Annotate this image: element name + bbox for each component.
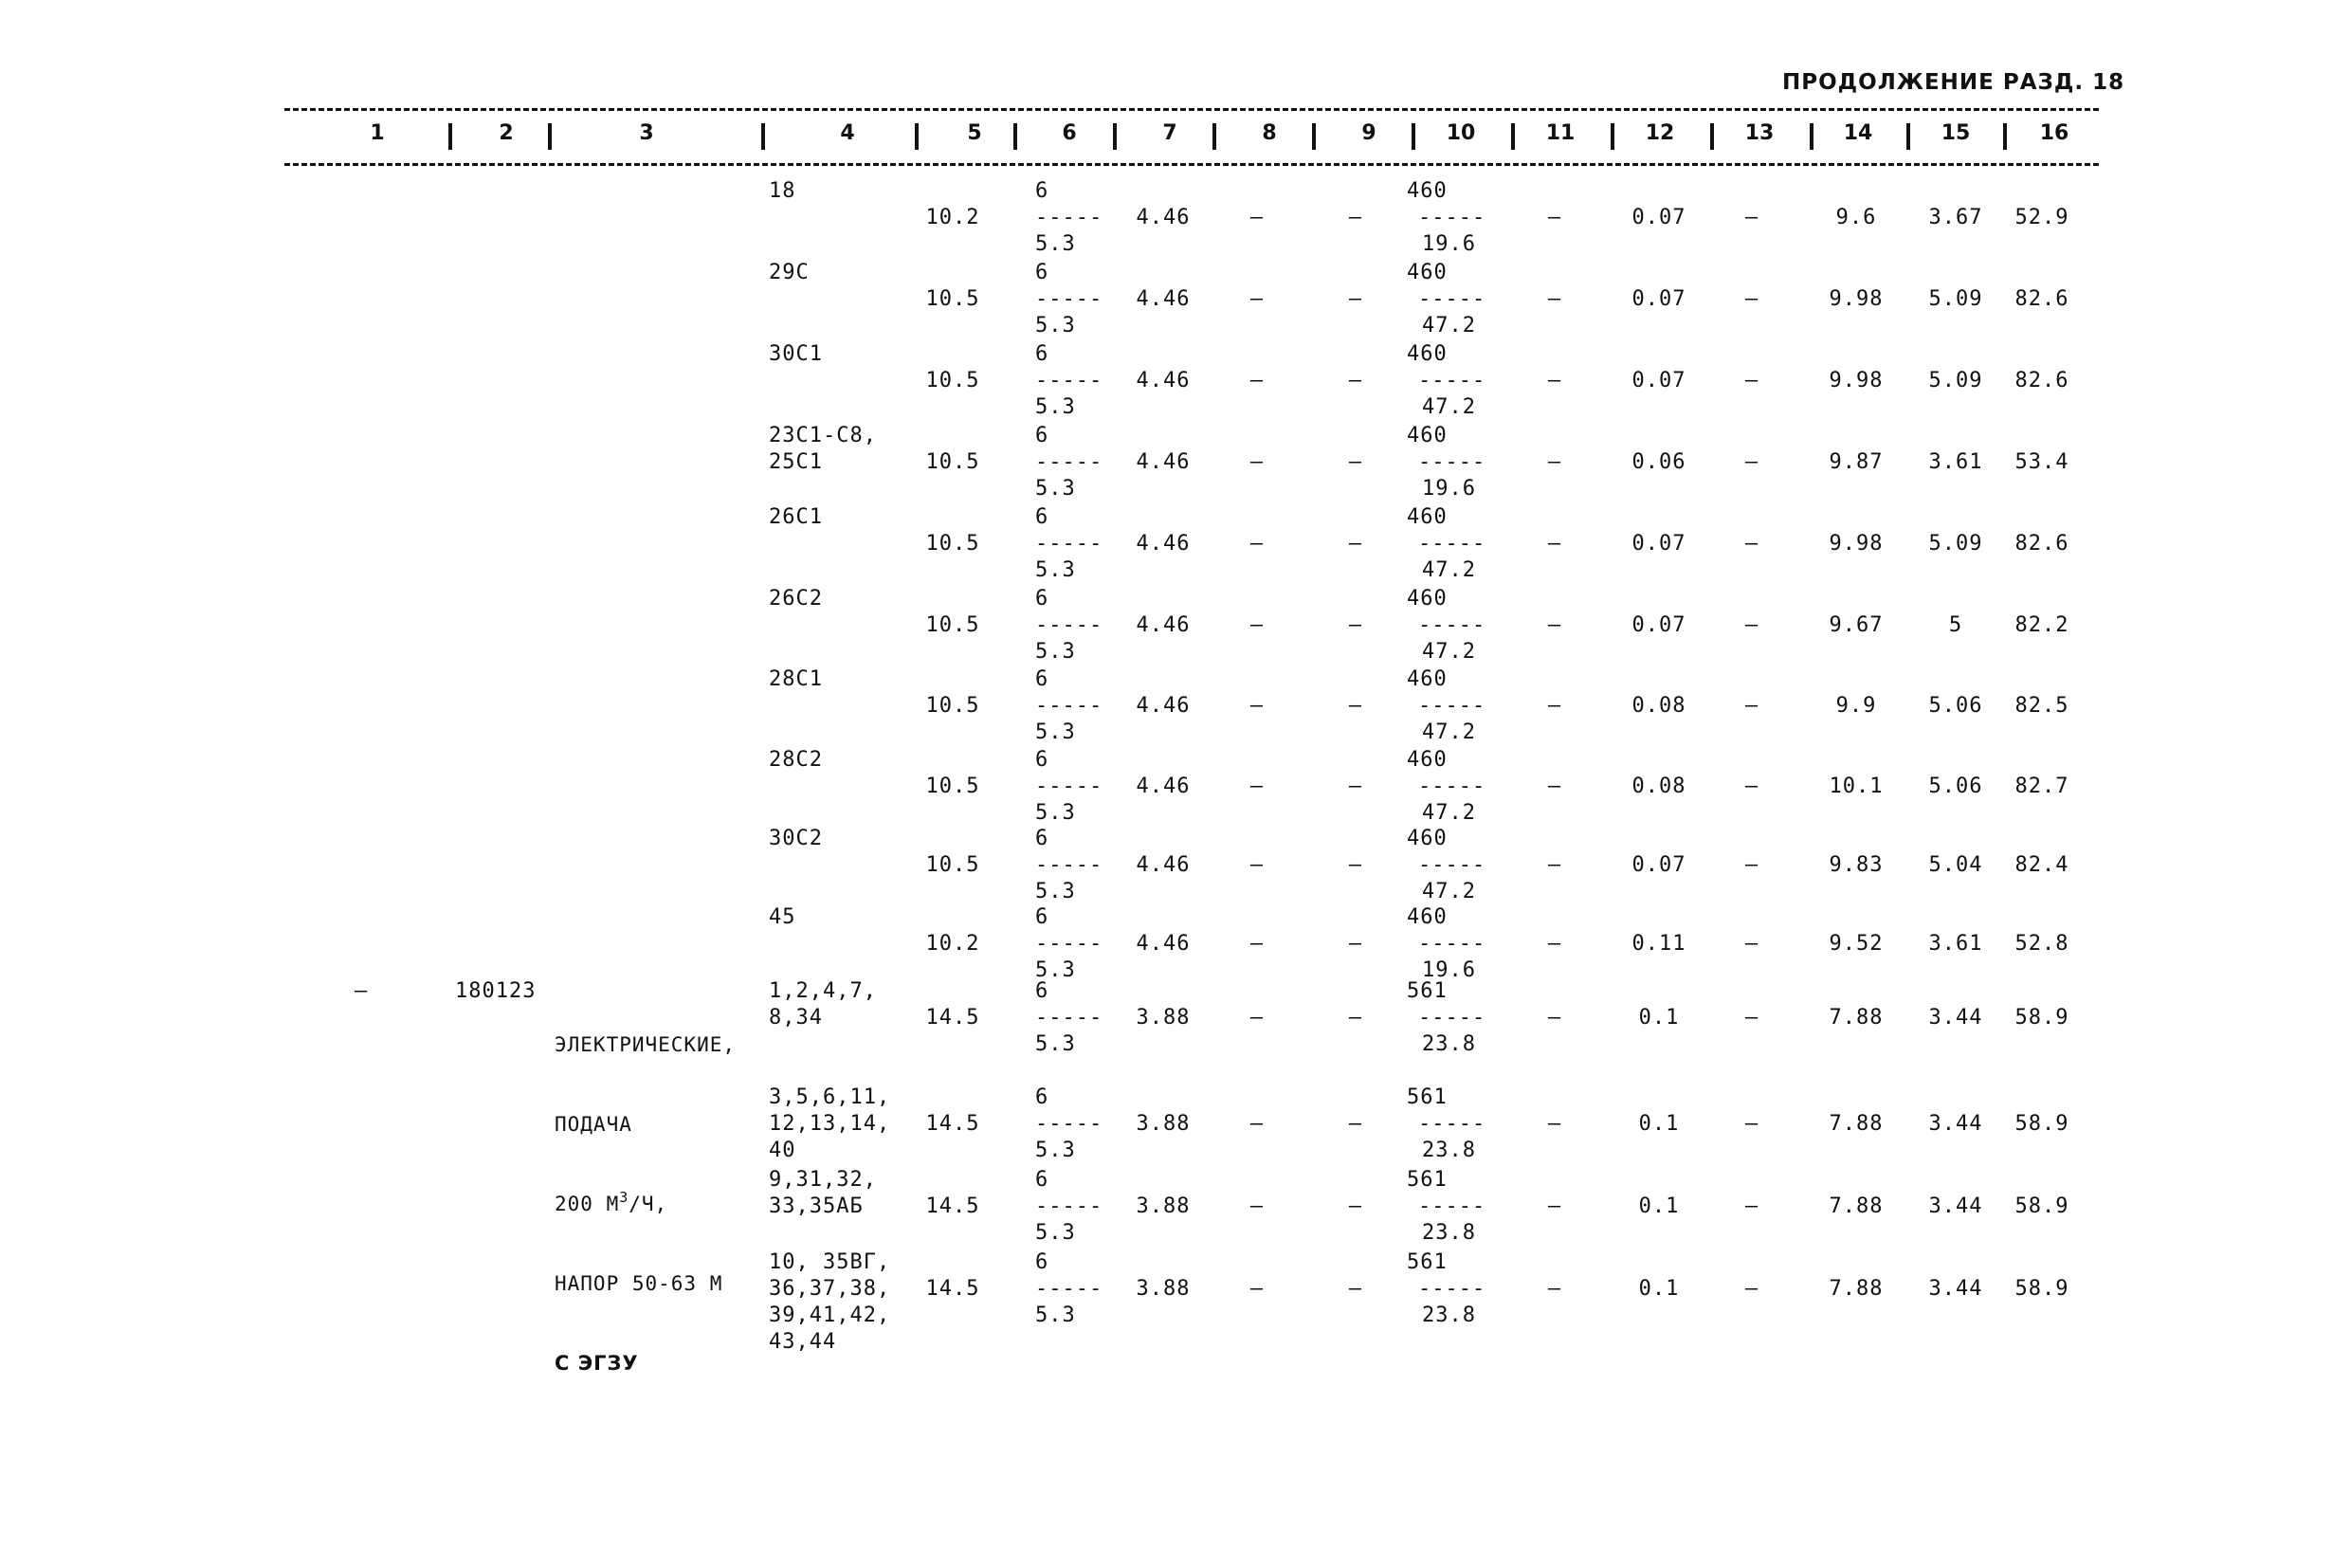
cell-col13: – (1744, 613, 1759, 637)
column-header-15: 15 (1941, 121, 1971, 145)
cell-col10-numerator: 460 (1407, 505, 1448, 529)
cell-col6-denominator: 5.3 (1035, 314, 1076, 337)
cell-col6-numerator: 6 (1035, 505, 1049, 529)
cell-col8: – (1249, 369, 1265, 392)
cell-col6-denominator: 5.3 (1035, 395, 1076, 419)
cell-col4: 26С1 (769, 505, 823, 529)
cell-col16: 82.4 (2014, 853, 2069, 877)
product-name-line-5: С ЭГЗУ (555, 1352, 639, 1375)
cell-col8: – (1249, 932, 1265, 956)
cell-col10-denominator: 23.8 (1422, 1221, 1476, 1245)
cell-col6-fraction-bar: ----- (1035, 369, 1103, 392)
cell-col10-denominator: 19.6 (1422, 232, 1476, 256)
product-name (555, 978, 736, 1430)
cell-col6-fraction-bar: ----- (1035, 206, 1103, 229)
cell-col13: – (1744, 1006, 1759, 1030)
cell-col12: 0.08 (1631, 775, 1686, 798)
cell-col6-fraction-bar: ----- (1035, 287, 1103, 311)
cell-col6-denominator: 5.3 (1035, 1139, 1076, 1162)
cell-col5: 10.5 (925, 450, 980, 474)
cell-col5: 14.5 (925, 1194, 980, 1218)
cell-col15: 3.61 (1928, 450, 1983, 474)
cell-col9: – (1348, 369, 1363, 392)
column-header-12: 12 (1645, 121, 1675, 145)
column-header-3: 3 (639, 121, 654, 145)
cell-col9: – (1348, 694, 1363, 718)
cell-col6-denominator: 5.3 (1035, 720, 1076, 744)
cell-col10-fraction-bar: ----- (1418, 775, 1486, 798)
cell-col6-numerator: 6 (1035, 979, 1049, 1003)
cell-col4: 8,34 (769, 1006, 823, 1030)
cell-col12: 0.07 (1631, 613, 1686, 637)
cell-col6-numerator: 6 (1035, 261, 1049, 284)
product-name-line-2: ПОДАЧА (555, 1113, 632, 1136)
cell-col7: 4.46 (1136, 613, 1191, 637)
cell-col6-numerator: 6 (1035, 424, 1049, 447)
cell-col8: – (1249, 1277, 1265, 1301)
cell-col7: 4.46 (1136, 450, 1191, 474)
cell-col4: 28С2 (769, 748, 823, 772)
cell-col10-numerator: 460 (1407, 342, 1448, 366)
cell-col5: 14.5 (925, 1112, 980, 1136)
cell-col14: 9.67 (1829, 613, 1884, 637)
cell-col11: – (1547, 1006, 1562, 1030)
cell-col13: – (1744, 450, 1759, 474)
cell-col7: 4.46 (1136, 932, 1191, 956)
cell-col6-fraction-bar: ----- (1035, 532, 1103, 556)
cell-col10-denominator: 47.2 (1422, 640, 1476, 664)
cell-col4: 30С1 (769, 342, 823, 366)
cell-col14: 9.87 (1829, 450, 1884, 474)
cell-col8: – (1249, 613, 1265, 637)
cell-col10-numerator: 460 (1407, 587, 1448, 611)
cell-col13: – (1744, 932, 1759, 956)
cell-col10-numerator: 460 (1407, 667, 1448, 691)
column-header-1: 1 (370, 121, 385, 145)
cell-col4: 29С (769, 261, 810, 284)
cell-col6-fraction-bar: ----- (1035, 694, 1103, 718)
cell-col9: – (1348, 532, 1363, 556)
cell-col8: – (1249, 206, 1265, 229)
cell-col10-numerator: 460 (1407, 748, 1448, 772)
cell-col13: – (1744, 206, 1759, 229)
cell-col13: – (1744, 775, 1759, 798)
cell-col4: 12,13,14, (769, 1112, 891, 1136)
cell-col16: 58.9 (2014, 1194, 2069, 1218)
column-header-16: 16 (2039, 121, 2069, 145)
cell-col9: – (1348, 1006, 1363, 1030)
cell-col6-fraction-bar: ----- (1035, 775, 1103, 798)
cell-col16: 82.7 (2014, 775, 2069, 798)
cell-col14: 9.52 (1829, 932, 1884, 956)
cell-col15: 3.67 (1928, 206, 1983, 229)
cell-col6-denominator: 5.3 (1035, 1032, 1076, 1056)
product-name-line-4: НАПОР 50-63 М (555, 1272, 723, 1295)
cell-col7: 4.46 (1136, 287, 1191, 311)
cell-col7: 4.46 (1136, 532, 1191, 556)
cell-col16: 82.2 (2014, 613, 2069, 637)
cell-col15: 5.09 (1928, 532, 1983, 556)
cell-col6-numerator: 6 (1035, 748, 1049, 772)
cell-col9: – (1348, 1112, 1363, 1136)
cell-col12: 0.11 (1631, 932, 1686, 956)
cell-col7: 4.46 (1136, 369, 1191, 392)
cell-col10-numerator: 460 (1407, 905, 1448, 929)
cell-col9: – (1348, 932, 1363, 956)
cell-col6-fraction-bar: ----- (1035, 613, 1103, 637)
cell-col4: 1,2,4,7, (769, 979, 877, 1003)
cell-col6-fraction-bar: ----- (1035, 1112, 1103, 1136)
cell-col16: 82.6 (2014, 532, 2069, 556)
cell-col10-numerator: 561 (1407, 979, 1448, 1003)
cell-col6-denominator: 5.3 (1035, 640, 1076, 664)
cell-col4: 18 (769, 179, 796, 203)
cell-col16: 58.9 (2014, 1112, 2069, 1136)
continuation-label: ПРОДОЛЖЕНИЕ РАЗД. 18 (1782, 70, 2125, 95)
cell-col5: 10.5 (925, 287, 980, 311)
cell-col15: 5.06 (1928, 694, 1983, 718)
product-name-line-3: 200 $М^3/Ч$, (555, 1189, 668, 1215)
column-header-8: 8 (1262, 121, 1277, 145)
cell-col4: 9,31,32, (769, 1168, 877, 1192)
cell-col10-fraction-bar: ----- (1418, 206, 1486, 229)
col1-marker: – (355, 979, 369, 1003)
cell-col5: 10.5 (925, 613, 980, 637)
cell-col12: 0.06 (1631, 450, 1686, 474)
cell-col5: 14.5 (925, 1277, 980, 1301)
column-header-5: 5 (967, 121, 982, 145)
cell-col6-denominator: 5.3 (1035, 1304, 1076, 1327)
cell-col6-numerator: 6 (1035, 587, 1049, 611)
cell-col13: – (1744, 1194, 1759, 1218)
cell-col8: – (1249, 694, 1265, 718)
cell-col6-fraction-bar: ----- (1035, 1194, 1103, 1218)
cell-col4: 40 (769, 1139, 796, 1162)
column-header-14: 14 (1843, 121, 1873, 145)
cell-col7: 3.88 (1136, 1006, 1191, 1030)
cell-col14: 9.83 (1829, 853, 1884, 877)
cell-col7: 4.46 (1136, 694, 1191, 718)
cell-col5: 10.2 (925, 932, 980, 956)
cell-col4: 36,37,38, (769, 1277, 891, 1301)
cell-col6-denominator: 5.3 (1035, 477, 1076, 501)
cell-col6-denominator: 5.3 (1035, 232, 1076, 256)
column-header-11: 11 (1545, 121, 1576, 145)
cell-col10-denominator: 47.2 (1422, 395, 1476, 419)
product-name-line-1: ЭЛЕКТРИЧЕСКИЕ, (555, 1033, 737, 1056)
cell-col7: 3.88 (1136, 1277, 1191, 1301)
cell-col15: 5.06 (1928, 775, 1983, 798)
cell-col14: 9.98 (1829, 532, 1884, 556)
column-header-6: 6 (1062, 121, 1077, 145)
cell-col5: 10.2 (925, 206, 980, 229)
cell-col8: – (1249, 1194, 1265, 1218)
cell-col8: – (1249, 287, 1265, 311)
cell-col10-fraction-bar: ----- (1418, 1006, 1486, 1030)
cell-col13: – (1744, 1112, 1759, 1136)
cell-col10-denominator: 47.2 (1422, 880, 1476, 903)
cell-col9: – (1348, 206, 1363, 229)
cell-col5: 10.5 (925, 853, 980, 877)
cell-col14: 7.88 (1829, 1006, 1884, 1030)
cell-col4: 45 (769, 905, 796, 929)
cell-col4: 43,44 (769, 1330, 837, 1354)
cell-col7: 4.46 (1136, 775, 1191, 798)
cell-col10-denominator: 47.2 (1422, 720, 1476, 744)
cell-col4: 10, 35ВГ, (769, 1250, 891, 1274)
cell-col10-denominator: 19.6 (1422, 958, 1476, 982)
cell-col10-denominator: 47.2 (1422, 558, 1476, 582)
cell-col15: 5.09 (1928, 369, 1983, 392)
cell-col11: – (1547, 775, 1562, 798)
cell-col6-numerator: 6 (1035, 667, 1049, 691)
product-code: 180123 (455, 979, 537, 1003)
cell-col13: – (1744, 853, 1759, 877)
cell-col6-numerator: 6 (1035, 342, 1049, 366)
cell-col4: 23С1-С8, (769, 424, 877, 447)
cell-col15: 5 (1948, 613, 1963, 637)
cell-col6-numerator: 6 (1035, 1168, 1049, 1192)
cell-col9: – (1348, 775, 1363, 798)
cell-col10-fraction-bar: ----- (1418, 1194, 1486, 1218)
column-header-10: 10 (1446, 121, 1476, 145)
cell-col6-fraction-bar: ----- (1035, 1277, 1103, 1301)
cell-col13: – (1744, 532, 1759, 556)
cell-col10-fraction-bar: ----- (1418, 694, 1486, 718)
cell-col7: 3.88 (1136, 1194, 1191, 1218)
cell-col10-numerator: 460 (1407, 179, 1448, 203)
column-header-4: 4 (840, 121, 855, 145)
column-header-7: 7 (1162, 121, 1177, 145)
cell-col12: 0.07 (1631, 853, 1686, 877)
cell-col9: – (1348, 613, 1363, 637)
cell-col7: 4.46 (1136, 853, 1191, 877)
cell-col10-denominator: 19.6 (1422, 477, 1476, 501)
cell-col13: – (1744, 1277, 1759, 1301)
cell-col15: 3.44 (1928, 1006, 1983, 1030)
cell-col9: – (1348, 1194, 1363, 1218)
column-header-2: 2 (499, 121, 514, 145)
cell-col9: – (1348, 450, 1363, 474)
cell-col4: 33,35АБ (769, 1194, 864, 1218)
cell-col6-numerator: 6 (1035, 827, 1049, 850)
cell-col12: 0.08 (1631, 694, 1686, 718)
cell-col16: 53.4 (2014, 450, 2069, 474)
cell-col10-denominator: 47.2 (1422, 314, 1476, 337)
cell-col10-fraction-bar: ----- (1418, 1277, 1486, 1301)
cell-col6-denominator: 5.3 (1035, 558, 1076, 582)
cell-col15: 3.44 (1928, 1112, 1983, 1136)
cell-col10-denominator: 23.8 (1422, 1139, 1476, 1162)
cell-col5: 10.5 (925, 532, 980, 556)
cell-col8: – (1249, 1006, 1265, 1030)
cell-col11: – (1547, 932, 1562, 956)
cell-col10-fraction-bar: ----- (1418, 532, 1486, 556)
cell-col12: 0.1 (1638, 1006, 1680, 1030)
cell-col8: – (1249, 775, 1265, 798)
cell-col7: 3.88 (1136, 1112, 1191, 1136)
cell-col10-fraction-bar: ----- (1418, 932, 1486, 956)
cell-col14: 7.88 (1829, 1112, 1884, 1136)
cell-col14: 9.98 (1829, 369, 1884, 392)
cell-col13: – (1744, 694, 1759, 718)
cell-col14: 9.9 (1835, 694, 1877, 718)
cell-col4: 28С1 (769, 667, 823, 691)
cell-col14: 9.98 (1829, 287, 1884, 311)
cell-col4: 26С2 (769, 587, 823, 611)
cell-col6-fraction-bar: ----- (1035, 932, 1103, 956)
cell-col11: – (1547, 694, 1562, 718)
cell-col11: – (1547, 369, 1562, 392)
cell-col8: – (1249, 853, 1265, 877)
cell-col5: 10.5 (925, 369, 980, 392)
cell-col10-fraction-bar: ----- (1418, 1112, 1486, 1136)
cell-col15: 5.09 (1928, 287, 1983, 311)
column-header-13: 13 (1744, 121, 1775, 145)
cell-col10-denominator: 23.8 (1422, 1304, 1476, 1327)
cell-col8: – (1249, 450, 1265, 474)
cell-col6-denominator: 5.3 (1035, 1221, 1076, 1245)
cell-col6-numerator: 6 (1035, 1250, 1049, 1274)
cell-col5: 10.5 (925, 775, 980, 798)
cell-col12: 0.07 (1631, 369, 1686, 392)
cell-col10-fraction-bar: ----- (1418, 287, 1486, 311)
cell-col16: 52.9 (2014, 206, 2069, 229)
cell-col10-fraction-bar: ----- (1418, 369, 1486, 392)
cell-col10-numerator: 460 (1407, 261, 1448, 284)
cell-col12: 0.07 (1631, 532, 1686, 556)
cell-col14: 9.6 (1835, 206, 1877, 229)
cell-col9: – (1348, 853, 1363, 877)
cell-col6-denominator: 5.3 (1035, 958, 1076, 982)
cell-col4: 30С2 (769, 827, 823, 850)
cell-col6-numerator: 6 (1035, 179, 1049, 203)
cell-col10-numerator: 460 (1407, 827, 1448, 850)
column-header-9: 9 (1361, 121, 1376, 145)
cell-col4: 39,41,42, (769, 1304, 891, 1327)
cell-col16: 82.6 (2014, 369, 2069, 392)
cell-col10-numerator: 460 (1407, 424, 1448, 447)
cell-col12: 0.1 (1638, 1277, 1680, 1301)
cell-col15: 3.61 (1928, 932, 1983, 956)
cell-col11: – (1547, 206, 1562, 229)
cell-col8: – (1249, 1112, 1265, 1136)
cell-col6-denominator: 5.3 (1035, 801, 1076, 825)
cell-col5: 14.5 (925, 1006, 980, 1030)
cell-col16: 82.6 (2014, 287, 2069, 311)
cell-col10-numerator: 561 (1407, 1168, 1448, 1192)
cell-col16: 58.9 (2014, 1006, 2069, 1030)
cell-col6-numerator: 6 (1035, 905, 1049, 929)
cell-col6-fraction-bar: ----- (1035, 450, 1103, 474)
cell-col8: – (1249, 532, 1265, 556)
cell-col12: 0.07 (1631, 287, 1686, 311)
cell-col4: 3,5,6,11, (769, 1085, 891, 1109)
cell-col13: – (1744, 287, 1759, 311)
cell-col15: 3.44 (1928, 1194, 1983, 1218)
cell-col15: 5.04 (1928, 853, 1983, 877)
cell-col11: – (1547, 287, 1562, 311)
cell-col6-fraction-bar: ----- (1035, 853, 1103, 877)
cell-col6-numerator: 6 (1035, 1085, 1049, 1109)
cell-col11: – (1547, 1112, 1562, 1136)
cell-col13: – (1744, 369, 1759, 392)
cell-col10-denominator: 23.8 (1422, 1032, 1476, 1056)
cell-col10-fraction-bar: ----- (1418, 613, 1486, 637)
cell-col12: 0.07 (1631, 206, 1686, 229)
cell-col10-fraction-bar: ----- (1418, 853, 1486, 877)
cell-col10-fraction-bar: ----- (1418, 450, 1486, 474)
cell-col11: – (1547, 1194, 1562, 1218)
cell-col11: – (1547, 450, 1562, 474)
cell-col12: 0.1 (1638, 1194, 1680, 1218)
cell-col6-denominator: 5.3 (1035, 880, 1076, 903)
cell-col9: – (1348, 1277, 1363, 1301)
cell-col14: 7.88 (1829, 1194, 1884, 1218)
cell-col16: 82.5 (2014, 694, 2069, 718)
cell-col14: 7.88 (1829, 1277, 1884, 1301)
cell-col10-numerator: 561 (1407, 1250, 1448, 1274)
cell-col6-fraction-bar: ----- (1035, 1006, 1103, 1030)
cell-col15: 3.44 (1928, 1277, 1983, 1301)
cell-col9: – (1348, 287, 1363, 311)
cell-col16: 58.9 (2014, 1277, 2069, 1301)
cell-col12: 0.1 (1638, 1112, 1680, 1136)
cell-col10-denominator: 47.2 (1422, 801, 1476, 825)
cell-col11: – (1547, 532, 1562, 556)
cell-col5: 10.5 (925, 694, 980, 718)
cell-col11: – (1547, 1277, 1562, 1301)
cell-col7: 4.46 (1136, 206, 1191, 229)
cell-col4: 25С1 (769, 450, 823, 474)
cell-col14: 10.1 (1829, 775, 1884, 798)
cell-col10-numerator: 561 (1407, 1085, 1448, 1109)
cell-col11: – (1547, 613, 1562, 637)
cell-col16: 52.8 (2014, 932, 2069, 956)
cell-col11: – (1547, 853, 1562, 877)
